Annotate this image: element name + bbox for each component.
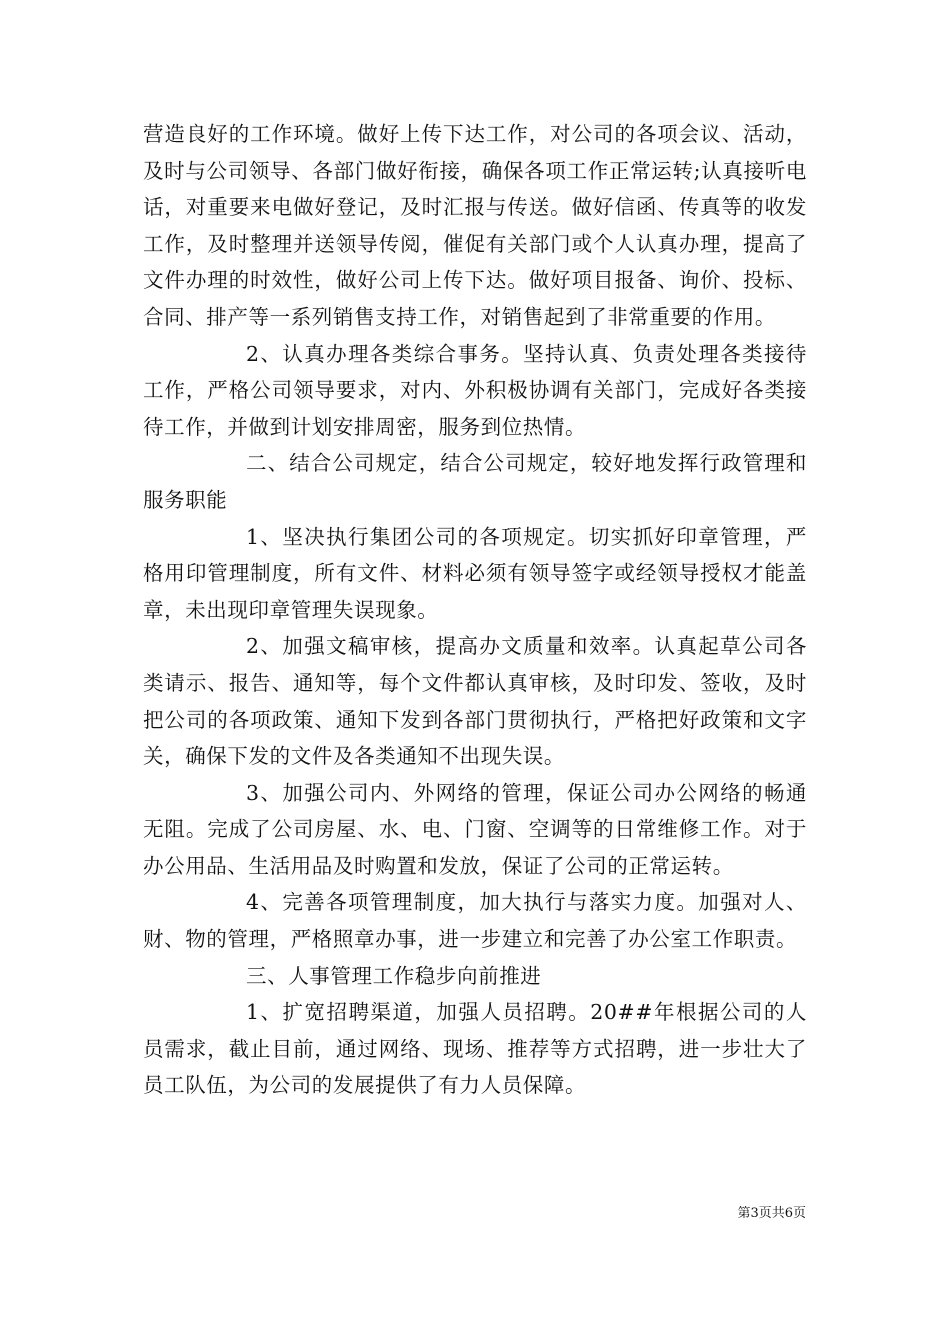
body-paragraph-7: 4、完善各项管理制度，加大执行与落实力度。加强对人、财、物的管理，严格照章办事，进一步建立和完善了办公室工作职责。 [143,890,807,952]
page-number-footer: 第3页共6页 [737,1206,806,1221]
body-paragraph-6: 3、加强公司内、外网络的管理，保证公司办公网络的畅通无阻。完成了公司房屋、水、电、门窗、空调等的日常维修工作。对于办公用品、生活用品及时购置和发放，保证了公司的正常运转。 [143,780,807,878]
body-paragraph-1: 营造良好的工作环境。做好上传下达工作，对公司的各项会议、活动，及时与公司领导、各部门做好衔接，确保各项工作正常运转;认真接听电话，对重要来电做好登记，及时汇报与传送。做好信函、传真等的收发工作，及时整理并送领导传阅，催促有关部门或个人认真办理，提高了文件办理的时效性，做好公司上传下达。做好项目报备、询价、投标、合同、排产等一系列销售支持工作，对销售起到了非常重要的作用。 [143,122,807,329]
body-paragraph-9: 1、扩宽招聘渠道，加强人员招聘。20##年根据公司的人员需求，截止目前，通过网络、现场、推荐等方式招聘，进一步壮大了员工队伍，为公司的发展提供了有力人员保障。 [143,1000,807,1098]
body-paragraph-4: 1、坚决执行集团公司的各项规定。切实抓好印章管理，严格用印管理制度，所有文件、材料必须有领导签字或经领导授权才能盖章，未出现印章管理失误现象。 [143,524,807,622]
body-paragraph-5: 2、加强文稿审核，提高办文质量和效率。认真起草公司各类请示、报告、通知等，每个文件都认真审核，及时印发、签收，及时把公司的各项政策、通知下发到各部门贯彻执行，严格把好政策和文字关，确保下发的文件及各类通知不出现失误。 [143,634,807,769]
document-body [143,116,807,1104]
section-heading-2: 二、结合公司规定，结合公司规定，较好地发挥行政管理和服务职能 [143,451,807,512]
body-paragraph-2: 2、认真办理各类综合事务。坚持认真、负责处理各类接待工作，严格公司领导要求，对内、外积极协调有关部门，完成好各类接待工作，并做到计划安排周密，服务到位热情。 [143,341,807,439]
section-heading-3: 三、人事管理工作稳步向前推进 [246,963,542,988]
